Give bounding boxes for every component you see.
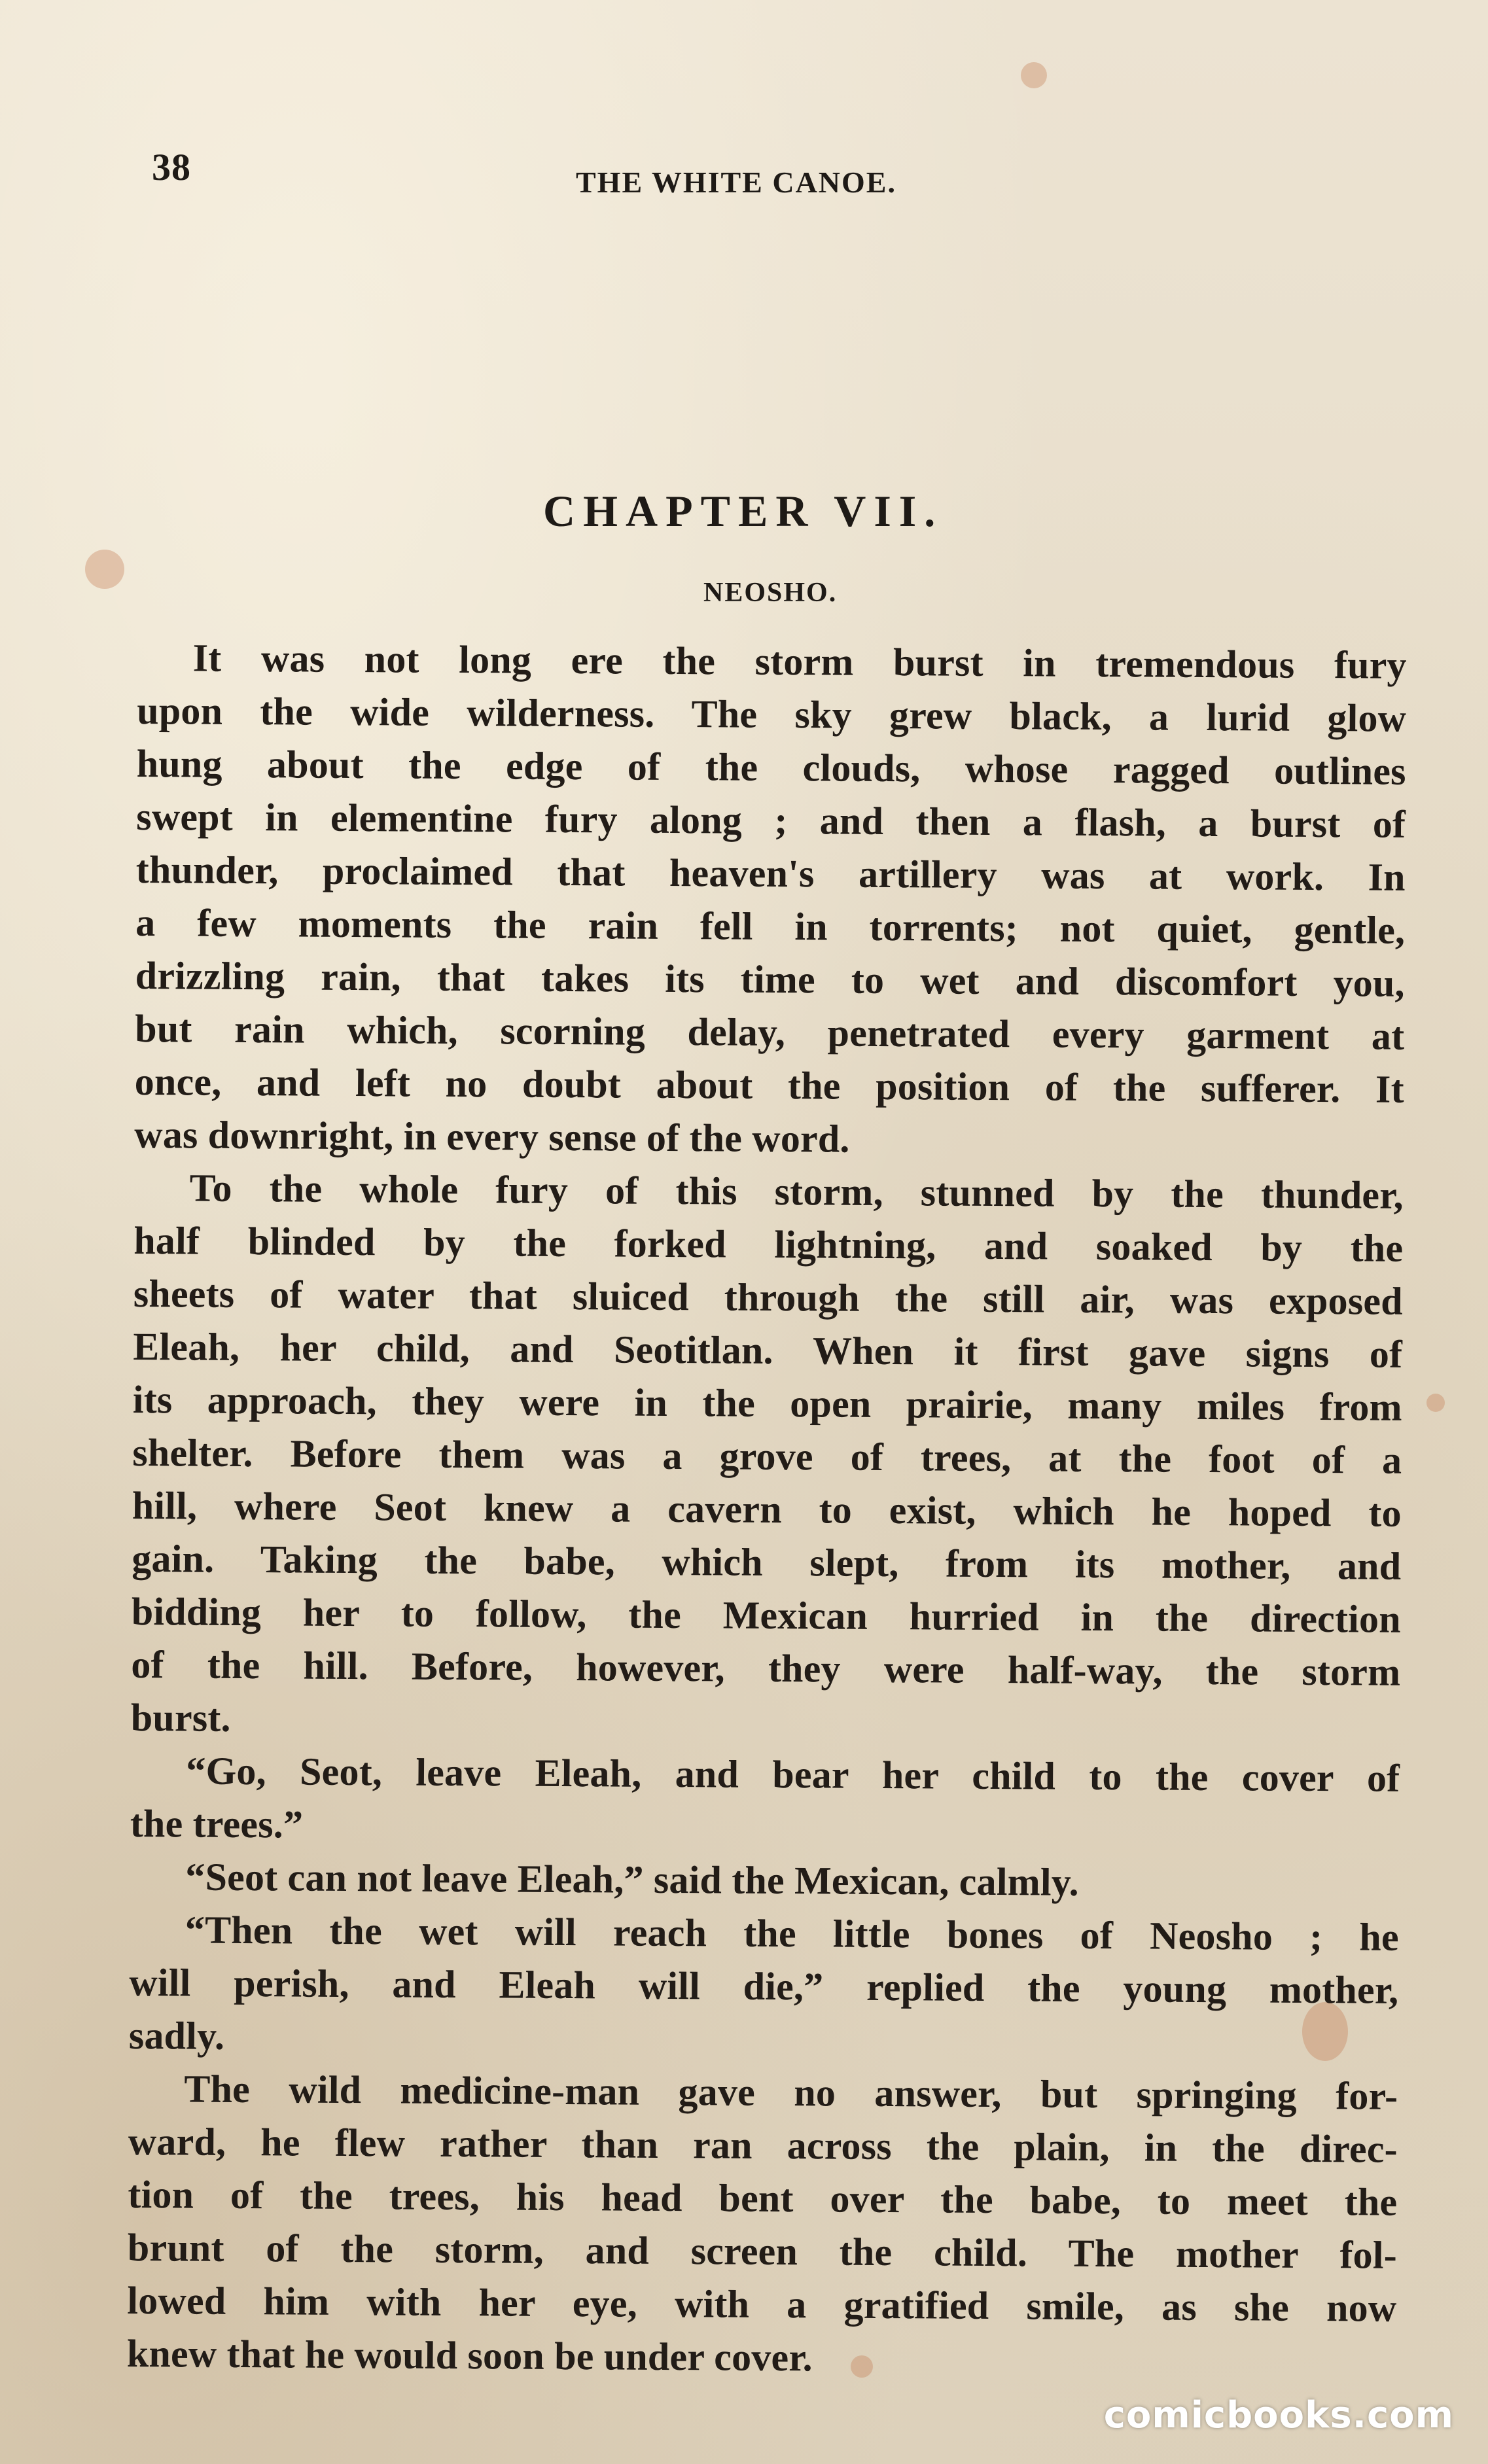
running-head: THE WHITE CANOE. [576,166,896,199]
text-line: shelter. Before them was a grove of trees, at the foot of a [132,1430,1402,1482]
foxing-spot [1021,62,1047,88]
text-line: “Go, Seot, leave Eleah, and bear her child to the cover of [186,1749,1400,1800]
text-line: burst. [130,1695,231,1740]
text-line: bidding her to follow, the Mexican hurried in the direction [131,1589,1402,1641]
text-line: “Seot can not leave Eleah,” said the Mexican, calmly. [185,1855,1080,1904]
text-line: of the hill. Before, however, they were half-way, the storm [131,1642,1401,1694]
paragraph [131,1161,1404,1752]
text-line: was downright, in every sense of the word. [134,1112,850,1161]
page-number: 38 [152,146,191,188]
text-line: ward, he flew rather than ran across the plain, in the direc- [128,2119,1398,2171]
text-line: brunt of the storm, and screen the child. The mother fol- [127,2225,1398,2277]
text-line: hill, where Seot knew a cavern to exist, which he hoped to [132,1483,1402,1535]
watermark: comicbooks.com [1103,2394,1454,2437]
text-line: swept in elementine fury along ; and then a flash, a burst of [136,794,1406,846]
text-line: sadly. [128,2013,225,2058]
text-line: upon the wide wilderness. The sky grew black, a lurid glow [137,688,1407,740]
text-line: once, and left no doubt about the position of the sufferer. It [134,1059,1404,1111]
text-line: half blinded by the forked lightning, and soaked by the [133,1218,1404,1270]
text-line: gain. Taking the babe, which slept, from its mother, and [132,1536,1402,1588]
text-line: The wild medicine-man gave no answer, but springing for- [184,2067,1398,2118]
paragraph [129,1903,1399,2070]
text-line: “Then the wet will reach the little bones of Neosho ; he [185,1908,1400,1959]
foxing-spot [85,550,124,589]
text-line: a few moments the rain fell in torrents; not quiet, gentle, [135,900,1406,952]
paragraph [134,631,1407,1169]
text-line: but rain which, scorning delay, penetrated every garment at [135,1006,1405,1058]
paragraph [130,1744,1400,1858]
text-line: its approach, they were in the open prairie, many miles from [132,1377,1402,1429]
text-line: To the whole fury of this storm, stunned by the thunder, [189,1166,1404,1217]
chapter-title: CHAPTER VII. [543,486,944,536]
text-line: Eleah, her child, and Seotitlan. When it first gave signs of [133,1324,1403,1376]
paragraph [130,1850,1399,1911]
paragraph [127,2062,1398,2388]
text-line: It was not long ere the storm burst in tremendous fury [192,636,1407,687]
text-line: will perish, and Eleah will die,” replied the young mother, [129,1960,1399,2012]
text-line: tion of the trees, his head bent over the babe, to meet the [128,2172,1398,2224]
body-text [127,631,1407,2388]
chapter-subtitle: NEOSHO. [703,578,838,608]
foxing-spot [1426,1394,1445,1412]
text-line: the trees.” [130,1801,304,1846]
text-line: lowed him with her eye, with a gratified smile, as she now [127,2278,1397,2330]
text-line: drizzling rain, that takes its time to wet and discomfort you, [135,953,1405,1005]
text-line: sheets of water that sluiced through the still air, was exposed [133,1271,1403,1323]
text-line: hung about the edge of the clouds, whose ragged outlines [136,741,1406,793]
text-line: knew that he would soon be under cover. [126,2331,813,2380]
text-line: thunder, proclaimed that heaven's artillery was at work. In [135,847,1406,899]
